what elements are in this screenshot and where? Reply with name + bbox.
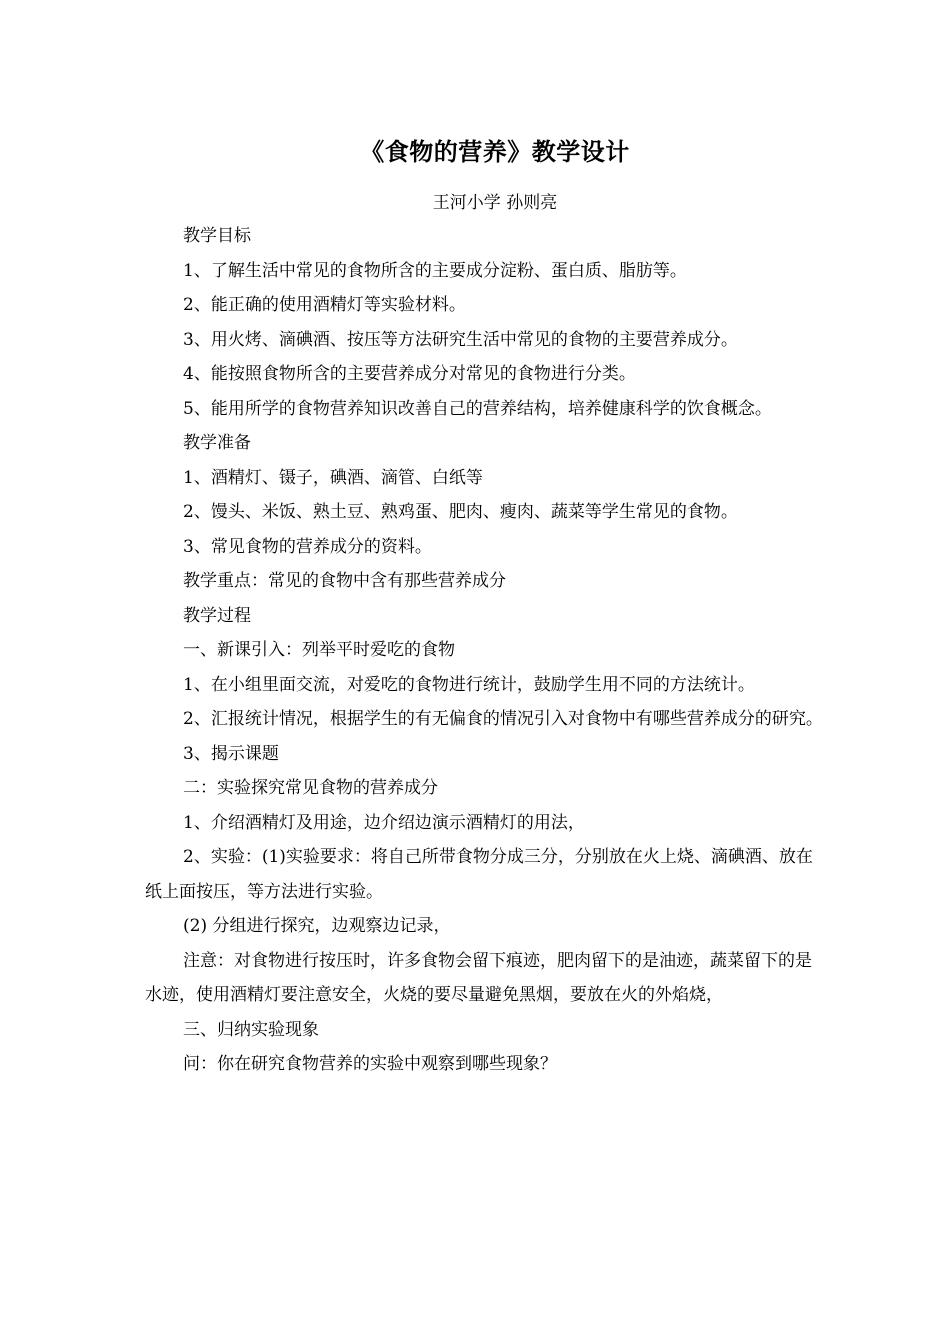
- paragraph: (2) 分组进行探究，边观察边记录，: [183, 916, 451, 936]
- document-body: [145, 219, 825, 1082]
- document-title: 《食物的营养》教学设计: [360, 137, 630, 166]
- paragraph: 教学重点：常见的食物中含有那些营养成分: [183, 571, 506, 591]
- paragraph: 2、能正确的使用酒精灯等实验材料。: [183, 295, 466, 315]
- paragraph: 1、介绍酒精灯及用途，边介绍边演示酒精灯的用法，: [183, 812, 585, 833]
- paragraph: 2、汇报统计情况，根据学生的有无偏食的情况引入对食物中有哪些营养成分的研究。: [183, 709, 823, 729]
- paragraph: 注意：对食物进行按压时，许多食物会留下痕迹，肥肉留下的是油迹，蔬菜留下的是水迹，使用酒精灯要注意安全，火烧的要尽量避免黑烟，要放在火的外焰烧，: [145, 950, 812, 1005]
- paragraph: 三、归纳实验现象: [183, 1019, 319, 1040]
- paragraph: 1、酒精灯、镊子，碘酒、滴管、白纸等: [183, 467, 483, 488]
- paragraph: 教学目标: [183, 226, 251, 246]
- paragraph: 2、实验：(1)实验要求：将自己所带食物分成三分，分别放在火上烧、滴碘酒、放在纸上面按压，等方法进行实验。: [145, 847, 813, 902]
- paragraph: 2、馒头、米饭、熟土豆、熟鸡蛋、肥肉、瘦肉、蔬菜等学生常见的食物。: [183, 502, 738, 522]
- paragraph: 问：你在研究食物营养的实验中观察到哪些现象？: [183, 1054, 557, 1074]
- paragraph: 一、新课引入：列举平时爱吃的食物: [183, 640, 455, 660]
- paragraph: 1、在小组里面交流，对爱吃的食物进行统计，鼓励学生用不同的方法统计。: [183, 674, 755, 695]
- paragraph: 5、能用所学的食物营养知识改善自己的营养结构，培养健康科学的饮食概念。: [183, 398, 772, 419]
- paragraph: 4、能按照食物所含的主要营养成分对常见的食物进行分类。: [183, 364, 636, 384]
- paragraph: 1、了解生活中常见的食物所含的主要成分淀粉、蛋白质、脂肪等。: [183, 260, 687, 281]
- paragraph: 二：实验探究常见食物的营养成分: [183, 778, 438, 798]
- paragraph: 教学过程: [183, 605, 251, 626]
- paragraph: 3、用火烤、滴碘酒、按压等方法研究生活中常见的食物的主要营养成分。: [183, 329, 738, 350]
- paragraph: 教学准备: [183, 433, 251, 453]
- document-author: 王河小学 孙则亮: [432, 193, 558, 213]
- paragraph: 3、揭示课题: [183, 743, 279, 764]
- paragraph: 3、常见食物的营养成分的资料。: [183, 536, 432, 557]
